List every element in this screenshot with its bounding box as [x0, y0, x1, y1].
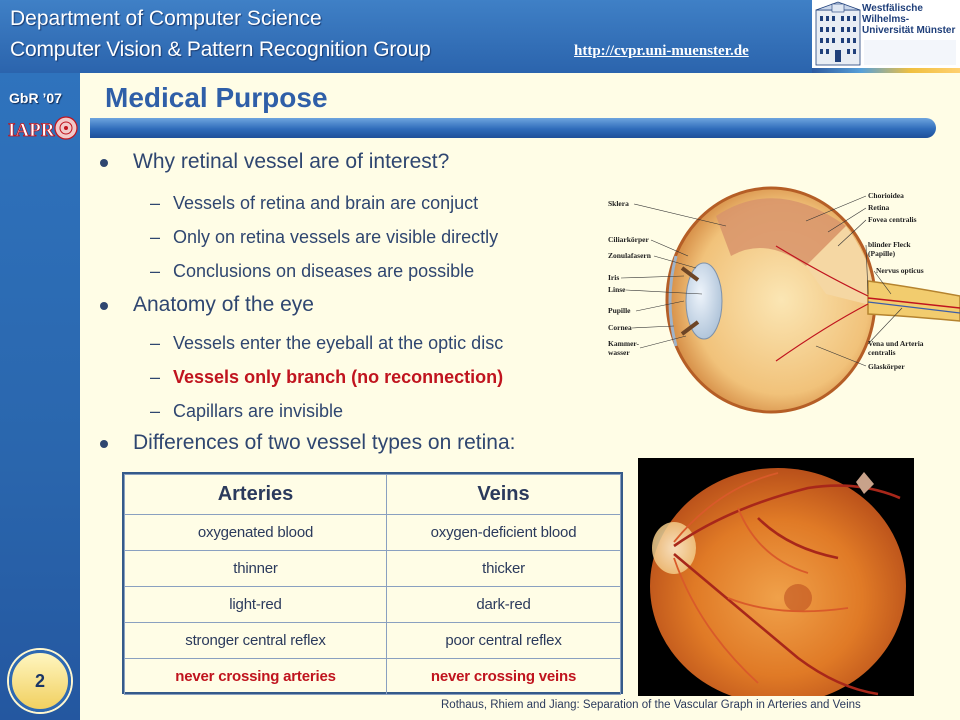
eye-anatomy-diagram	[606, 176, 960, 430]
bullet-dot-icon	[100, 440, 108, 448]
retina-fundus-photo	[638, 458, 914, 696]
table-cell: never crossing veins	[387, 659, 621, 695]
dash-icon: –	[150, 227, 161, 247]
sub-bullet-text: Vessels enter the eyeball at the optic disc	[173, 333, 504, 353]
svg-text:IAPR: IAPR	[8, 120, 55, 141]
university-name: Westfälische Wilhelms-Universität Münster	[862, 3, 956, 36]
column-header: Veins	[387, 475, 621, 515]
dash-icon: –	[150, 193, 161, 213]
svg-text:(Papille): (Papille)	[868, 249, 896, 258]
slide-header	[0, 0, 960, 73]
sub-bullet-text: Vessels of retina and brain are conjuct	[173, 193, 479, 213]
table-cell: poor central reflex	[387, 623, 621, 659]
svg-text:Vena und Arteria: Vena und Arteria	[868, 339, 924, 348]
svg-text:centralis: centralis	[868, 348, 896, 357]
bullet-text: Anatomy of the eye	[133, 293, 314, 316]
svg-text:Iris: Iris	[608, 273, 620, 282]
event-label: GbR ’07	[9, 90, 62, 106]
iapr-logo	[6, 114, 78, 144]
table-row	[125, 623, 621, 659]
svg-text:Fovea centralis: Fovea centralis	[868, 215, 917, 224]
svg-text:Cornea: Cornea	[608, 323, 632, 332]
group-name: Computer Vision & Pattern Recognition Group	[10, 38, 431, 61]
dash-icon: –	[150, 333, 161, 353]
bullet-dot-icon	[100, 159, 108, 167]
table-cell: stronger central reflex	[125, 623, 387, 659]
page-number: 2	[34, 671, 45, 691]
sub-bullet-text: Capillars are invisible	[173, 401, 344, 421]
bullet-text: Why retinal vessel are of interest?	[133, 150, 450, 173]
sub-bullet-text-highlight: Vessels only branch (no reconnection)	[173, 367, 504, 387]
svg-text:Sklera: Sklera	[608, 199, 629, 208]
department-name: Department of Computer Science	[10, 7, 322, 30]
svg-text:Ciliarkörper: Ciliarkörper	[608, 235, 649, 244]
table-cell: oxygenated blood	[125, 515, 387, 551]
university-logo	[812, 0, 960, 73]
svg-text:Zonulafasern: Zonulafasern	[608, 251, 651, 260]
group-url-link[interactable]: http://cvpr.uni-muenster.de	[574, 43, 749, 59]
table-row	[125, 587, 621, 623]
dash-icon: –	[150, 401, 161, 421]
slide-title: Medical Purpose	[105, 82, 328, 113]
column-header: Arteries	[125, 475, 387, 515]
sub-bullet-text: Conclusions on diseases are possible	[173, 261, 475, 281]
table-header-row	[125, 475, 621, 515]
svg-text:Kammer-: Kammer-	[608, 339, 639, 348]
sub-bullet-text: Only on retina vessels are visible directly	[173, 227, 499, 247]
left-sidebar	[0, 73, 80, 720]
dash-icon: –	[150, 367, 161, 387]
bullet-text: Differences of two vessel types on retina:	[133, 431, 516, 454]
table-cell: never crossing arteries	[125, 659, 387, 695]
table-row	[125, 551, 621, 587]
svg-text:Glaskörper: Glaskörper	[868, 362, 905, 371]
citation-footer: Rothaus, Rhiem and Jiang: Separation of the Vascular Graph in Arteries and Veins	[441, 699, 861, 711]
svg-text:blinder Fleck: blinder Fleck	[868, 240, 911, 249]
page-number-badge	[9, 650, 71, 712]
vessel-comparison-table	[122, 472, 623, 694]
svg-text:Chorioidea: Chorioidea	[868, 191, 904, 200]
table-cell: dark-red	[387, 587, 621, 623]
dash-icon: –	[150, 261, 161, 281]
svg-text:Linse: Linse	[608, 285, 626, 294]
svg-text:Pupille: Pupille	[608, 306, 631, 315]
table-row-highlight	[125, 659, 621, 695]
svg-text:Retina: Retina	[868, 203, 890, 212]
bullet-dot-icon	[100, 302, 108, 310]
fundus-image	[638, 458, 914, 696]
title-underline-bar	[90, 118, 936, 138]
logo-color-band	[812, 68, 960, 73]
svg-text:wasser: wasser	[608, 348, 630, 357]
table-cell: light-red	[125, 587, 387, 623]
table-row	[125, 515, 621, 551]
table-cell: thicker	[387, 551, 621, 587]
table-cell: oxygen-deficient blood	[387, 515, 621, 551]
svg-text:Nervus opticus: Nervus opticus	[876, 266, 924, 275]
table-cell: thinner	[125, 551, 387, 587]
